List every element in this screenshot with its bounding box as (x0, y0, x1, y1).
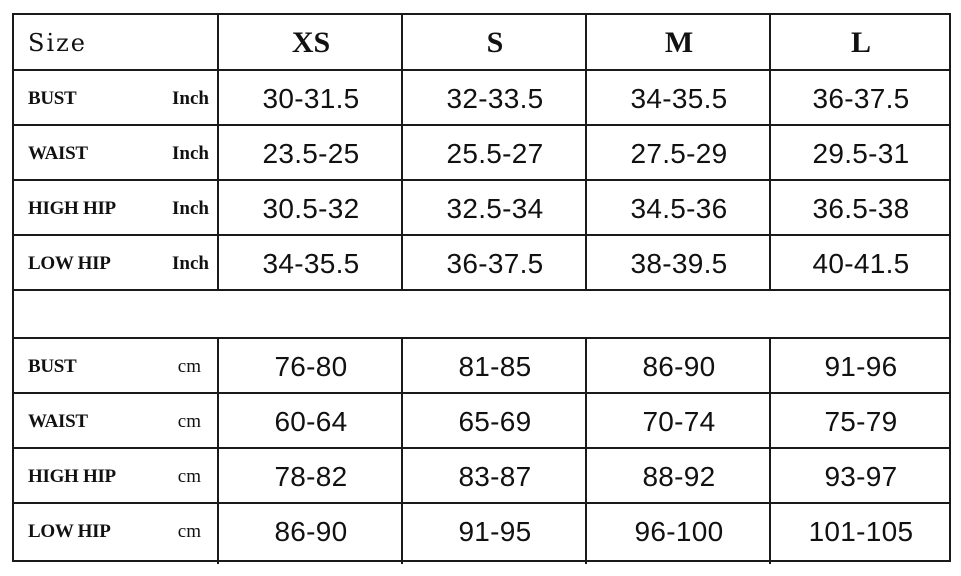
table-row-label (14, 339, 219, 394)
table-cell: 75-79 (824, 405, 898, 437)
size-s-header: S (486, 25, 504, 59)
table-cell: 36-37.5 (446, 247, 544, 279)
size-header-label: Size (28, 28, 87, 57)
table-cell: 86-90 (642, 350, 716, 382)
table-cell: 65-69 (458, 405, 532, 437)
table-cell: 30-31.5 (262, 82, 360, 114)
table-row-label (14, 394, 219, 449)
table-cell: 78-82 (274, 460, 348, 492)
table-cell: 91-95 (458, 516, 532, 547)
table-cell: 34-35.5 (630, 82, 728, 114)
table-cell: 36.5-38 (812, 192, 910, 224)
unit-label: Inch (172, 252, 209, 274)
measure-name: WAIST (28, 142, 88, 164)
table-cell: 32.5-34 (446, 192, 544, 224)
measure-name: WAIST (28, 410, 88, 432)
table-cell: 25.5-27 (446, 137, 544, 169)
header-label-cell (14, 15, 219, 70)
measure-name: HIGH HIP (28, 197, 116, 219)
table-cell: 81-85 (458, 350, 532, 382)
table-cell: 32-33.5 (446, 82, 544, 114)
unit-label: Inch (172, 87, 209, 109)
unit-label: Inch (172, 142, 209, 164)
table-cell: 36-37.5 (812, 82, 910, 114)
measure-name: LOW HIP (28, 252, 111, 274)
table-row-label (14, 126, 219, 181)
size-m-header: M (664, 25, 694, 59)
table-cell: 88-92 (642, 460, 716, 492)
table-row-label (14, 236, 219, 291)
measure-name: BUST (28, 355, 77, 377)
table-cell: 96-100 (634, 516, 724, 547)
table-cell: 38-39.5 (630, 247, 728, 279)
table-cell: 91-96 (824, 350, 898, 382)
table-row-label (14, 71, 219, 126)
table-cell: 29.5-31 (812, 137, 910, 169)
unit-label: cm (177, 355, 201, 377)
size-xs-header: XS (291, 25, 331, 59)
table-cell: 23.5-25 (262, 137, 360, 169)
unit-label: cm (177, 465, 201, 487)
unit-label: cm (177, 410, 201, 432)
table-row-label (14, 181, 219, 236)
measure-name: LOW HIP (28, 521, 111, 542)
size-l-header: L (850, 25, 871, 59)
table-row-label (14, 449, 219, 504)
table-row-label (14, 504, 219, 560)
table-cell: 40-41.5 (812, 247, 910, 279)
size-chart-table (12, 13, 951, 562)
table-cell: 83-87 (458, 460, 532, 492)
table-cell: 34.5-36 (630, 192, 728, 224)
table-cell: 76-80 (274, 350, 348, 382)
table-cell: 27.5-29 (630, 137, 728, 169)
table-cell: 101-105 (808, 516, 914, 547)
measure-name: HIGH HIP (28, 465, 116, 487)
table-cell: 93-97 (824, 460, 898, 492)
measure-name: BUST (28, 87, 77, 109)
table-cell: 30.5-32 (262, 192, 360, 224)
unit-label: cm (177, 521, 201, 542)
table-cell: 70-74 (642, 405, 716, 437)
unit-label: Inch (172, 197, 209, 219)
table-cell: 60-64 (274, 405, 348, 437)
table-cell: 34-35.5 (262, 247, 360, 279)
table-cell: 86-90 (274, 516, 348, 547)
